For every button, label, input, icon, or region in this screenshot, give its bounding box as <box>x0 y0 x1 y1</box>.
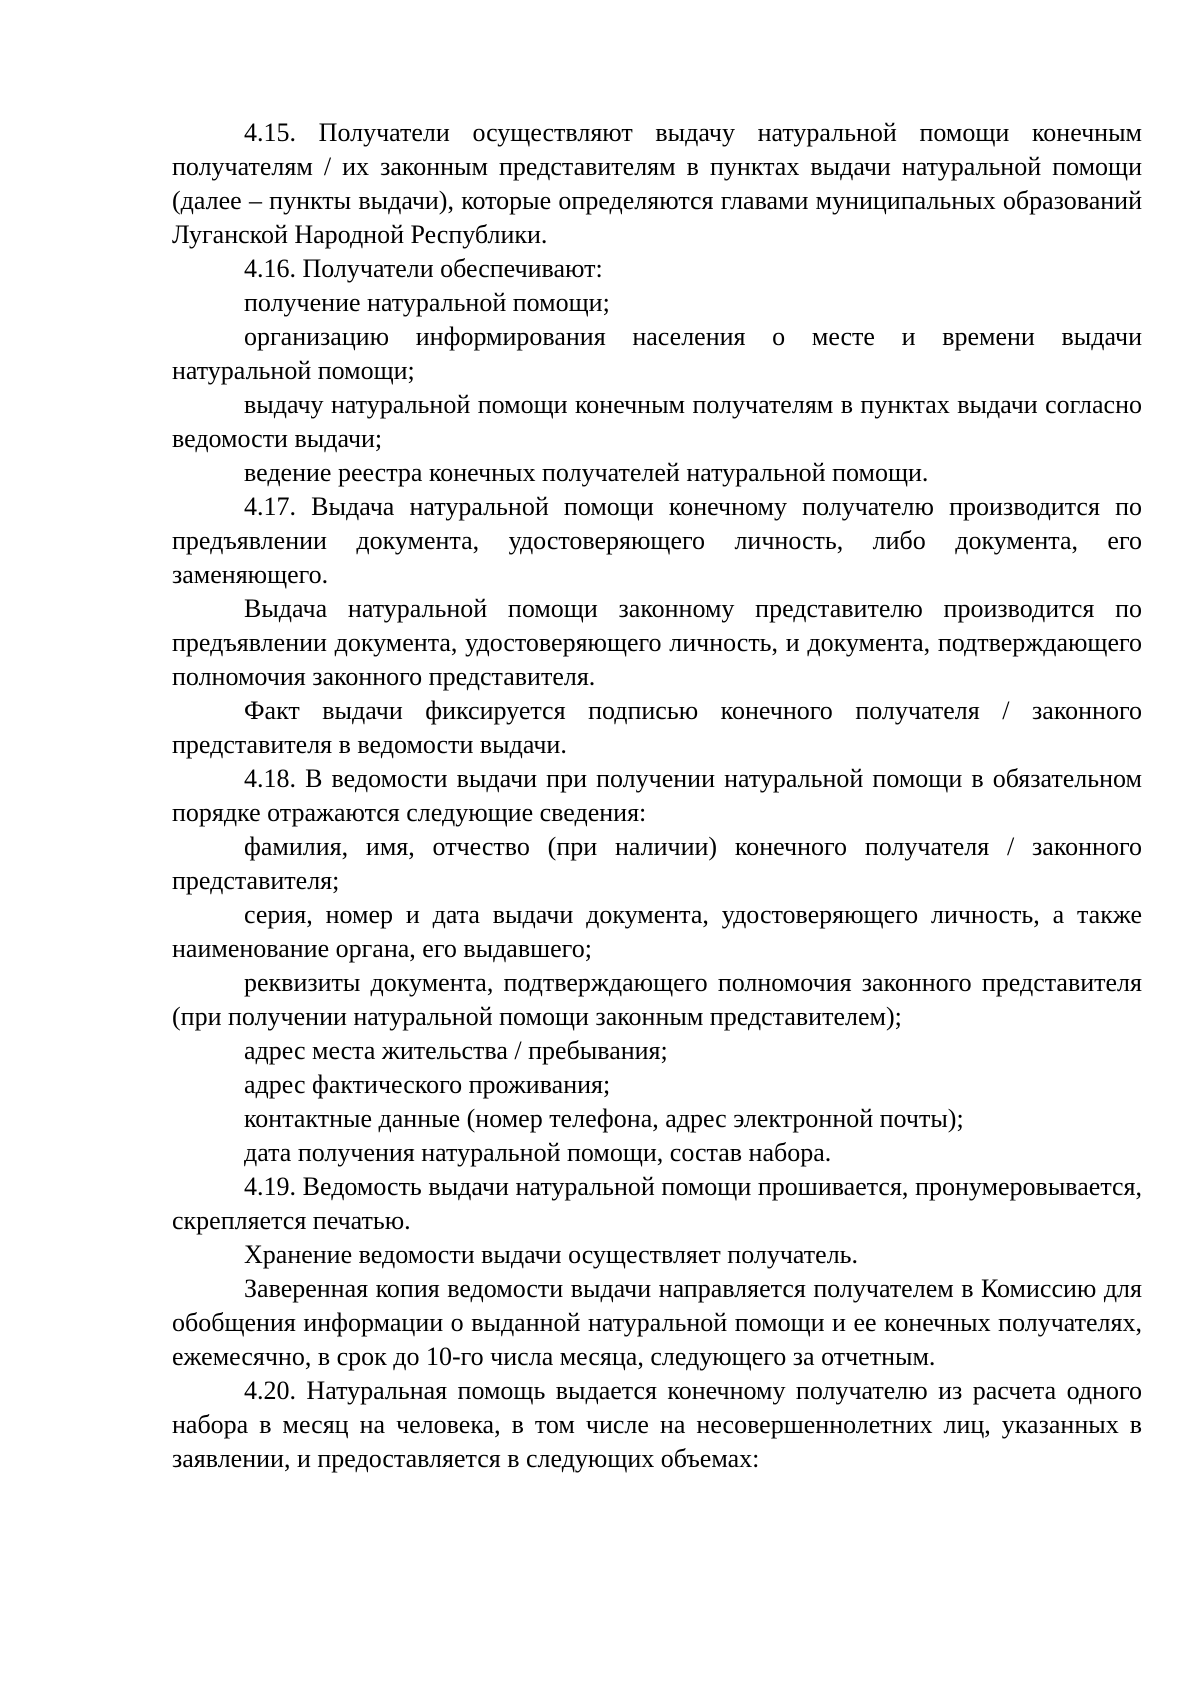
list-item: серия, номер и дата выдачи документа, удостоверяющего личность, а также наименование органа, его выдавшего; <box>172 900 1142 963</box>
paragraph: Выдача натуральной помощи законному представителю производится по предъявлении документа, удостоверяющего личность, и документа, подтверждающего полномочия законного представителя. <box>172 594 1142 691</box>
list-item: выдачу натуральной помощи конечным получателям в пунктах выдачи согласно ведомости выдачи; <box>172 390 1142 453</box>
list-item: получение натуральной помощи; <box>244 288 610 317</box>
paragraph-4-20: 4.20. Натуральная помощь выдается конечному получателю из расчета одного набора в месяц на человека, в том числе на несовершеннолетних лиц, указанных в заявлении, и предоставляется в следующих объемах: <box>172 1376 1142 1473</box>
paragraph-4-19: 4.19. Ведомость выдачи натуральной помощи прошивается, пронумеровывается, скрепляется печатью. <box>172 1172 1142 1235</box>
list-item: дата получения натуральной помощи, состав набора. <box>244 1138 832 1167</box>
list-item: контактные данные (номер телефона, адрес электронной почты); <box>244 1104 964 1133</box>
list-item: реквизиты документа, подтверждающего полномочия законного представителя (при получении натуральной помощи законным представителем); <box>172 968 1142 1031</box>
paragraph: Хранение ведомости выдачи осуществляет получатель. <box>244 1240 859 1269</box>
paragraph-4-18: 4.18. В ведомости выдачи при получении натуральной помощи в обязательном порядке отражаются следующие сведения: <box>172 764 1142 827</box>
paragraph: Факт выдачи фиксируется подписью конечного получателя / законного представителя в ведомости выдачи. <box>172 696 1142 759</box>
paragraph-4-16: 4.16. Получатели обеспечивают: <box>244 254 603 283</box>
list-item: адрес фактического проживания; <box>244 1070 611 1099</box>
list-item: организацию информирования населения о месте и времени выдачи натуральной помощи; <box>172 322 1142 385</box>
paragraph: Заверенная копия ведомости выдачи направляется получателем в Комиссию для обобщения информации о выданной натуральной помощи и ее конечных получателях, ежемесячно, в срок до 10-го числа месяца, следующего за отчетным. <box>172 1274 1142 1371</box>
list-item: фамилия, имя, отчество (при наличии) конечного получателя / законного представителя; <box>172 832 1142 895</box>
paragraph-4-17: 4.17. Выдача натуральной помощи конечному получателю производится по предъявлении документа, удостоверяющего личность, либо документа, его заменяющего. <box>172 492 1142 589</box>
document-body <box>172 116 1142 1476</box>
paragraph-4-15: 4.15. Получатели осуществляют выдачу натуральной помощи конечным получателям / их законным представителям в пунктах выдачи натуральной помощи (далее – пункты выдачи), которые определяются главами муниципальных образований Луганской Народной Республики. <box>172 118 1142 249</box>
list-item: ведение реестра конечных получателей натуральной помощи. <box>244 458 929 487</box>
list-item: адрес места жительства / пребывания; <box>244 1036 668 1065</box>
